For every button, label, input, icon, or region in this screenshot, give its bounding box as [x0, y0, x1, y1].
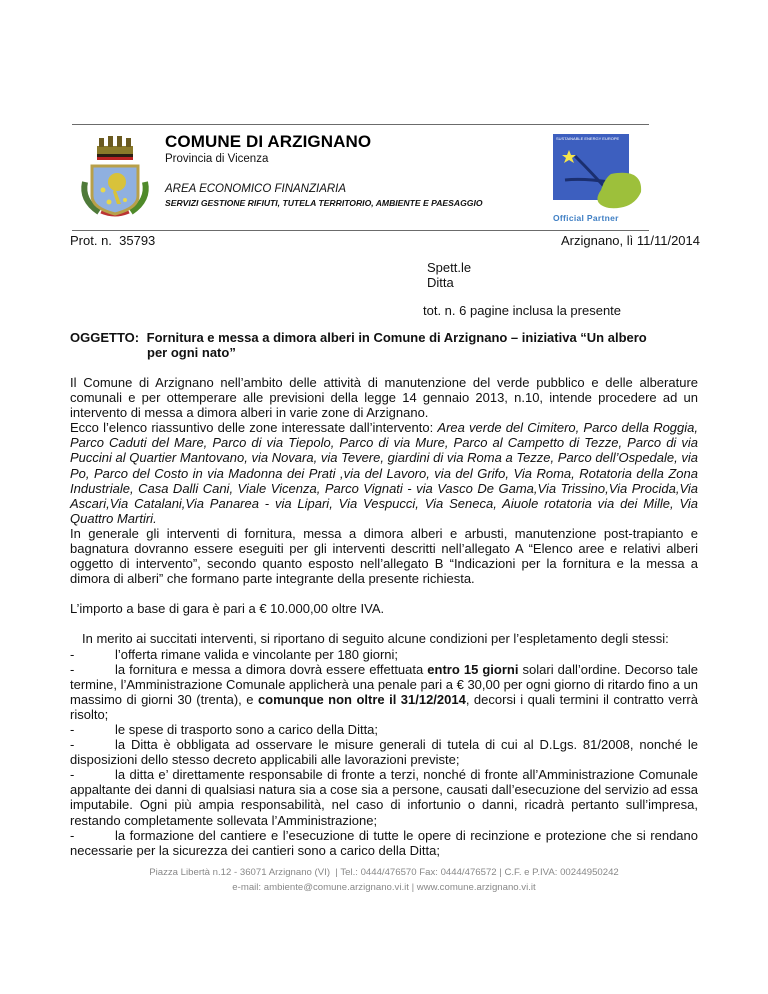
condition-item: - la Ditta è obbligata ad osservare le misure generali di tutela di cui al D.Lgs. 81/2008, nonché le disposizioni dello stesso decreto applicabili alle lavorazioni previste;	[70, 737, 698, 768]
official-partner-caption: Official Partner	[553, 213, 619, 223]
recipient-name: Ditta	[427, 275, 454, 290]
general-paragraph: In generale gli interventi di fornitura, messa a dimora alberi e arbusti, manutenzione post-trapianto e bagnatura dovranno essere eseguiti per gli interventi descritti nell’allegato A “Elenco aree e relativi alberi oggetto di intervento”, secondo quanto esposto nell’allegato B “Indicazioni per la fornitura e la messa a dimora di alberi” che formano parte integrante della presente richiesta.	[70, 525, 698, 587]
province-label: Provincia di Vicenza	[165, 153, 269, 165]
zones-list: Area verde del Cimitero, Parco della Roggia, Parco Caduti del Mare, Parco di via Tiepolo, Parco di via Mure, Parco al Campetto di Tezze, Parco di via Puccini al Quartier Mantovano, via Novara, via Tevere, giardini di via Roma a Tezze, Parco dell’Ospedale, via Po, Parco del Costo in via Madonna dei Prati ,via del Lavoro, via del Grifo, Via Roma, Rotatoria della Zona Industriale, Casa Dalli Cani, Viale Vicenza, Parco Vignati - via Vasco De Gama,Via Trissino,Via Procida,Via Ascari,Via Catalani,Via Panarea - via Lipari, Via Vespucci, Via Seneca, Aiuole rotatoria via dei Mille, Via Quattro Martiri.	[70, 420, 698, 526]
condition-item: - l’offerta rimane valida e vincolante per 180 giorni;	[70, 646, 399, 662]
header-bottom-rule	[72, 230, 649, 231]
coat-of-arms-icon	[75, 130, 155, 220]
page-count: tot. n. 6 pagine inclusa la presente	[423, 303, 622, 318]
zones-paragraph	[70, 420, 698, 526]
subject-block	[70, 330, 700, 360]
subject-label: OGGETTO:	[70, 330, 140, 345]
recipient-salutation: Spett.le	[427, 260, 472, 275]
footer-address: Piazza Libertà n.12 - 36071 Arzignano (VI) | Tel.: 0444/476570 Fax: 0444/476572 | C.F. e P.IVA: 00244950242	[149, 867, 619, 878]
condition-item: - la fornitura e messa a dimora dovrà essere effettuata entro 15 giorni solari dall’ordine. Decorso tale termine, l’Amministrazione Comunale applicherà una penale pari a € 30,00 per ogni giorno di ritardo fino a un massimo di giorni 30 (trenta), e comunque non oltre il 31/12/2014, decorsi i quali termini il contratto verrà risolto;	[70, 661, 699, 722]
condition-item: - le spese di trasporto sono a carico della Ditta;	[70, 721, 379, 737]
department-area: AREA ECONOMICO FINANZIARIA	[165, 183, 347, 195]
condition-item: - la ditta e’ direttamente responsabile di fronte a terzi, nonché di fronte all’Amministrazione Comunale appaltante dei danni di qualsiasi natura sia a cose sia a persone, causati dall’esecuzione del servizio ad essa imputabile. Ogni più ampia responsabilità, nel caso di infortunio o danni, ricadrà pertanto sull’impresa, restando completamente sollevata l’Amministrazione;	[70, 767, 699, 828]
letter-body	[70, 375, 698, 858]
svg-text:SUSTAINABLE ENERGY EUROPE: SUSTAINABLE ENERGY EUROPE	[556, 136, 620, 141]
subject-line-2: per ogni nato”	[147, 345, 236, 360]
zones-lead: Ecco l’elenco riassuntivo delle zone interessate dall’intervento:	[70, 420, 438, 436]
amount-paragraph: L’importo a base di gara è pari a € 10.000,00 oltre IVA.	[70, 601, 385, 617]
municipality-title: COMUNE DI ARZIGNANO	[165, 132, 372, 151]
department-services: SERVIZI GESTIONE RIFIUTI, TUTELA TERRITORIO, AMBIENTE E PAESAGGIO	[165, 198, 483, 208]
conditions-intro: In merito ai succitati interventi, si riportano di seguito alcune condizioni per l’espletamento degli stessi:	[82, 631, 669, 647]
footer	[0, 866, 768, 895]
condition-item: - la formazione del cantiere e l’esecuzione di tutte le opere di recinzione e protezione che si rendano necessarie per la sicurezza dei cantieri sono a carico della Ditta;	[70, 827, 698, 858]
footer-contacts: e-mail: ambiente@comune.arzignano.vi.it | www.comune.arzignano.vi.it	[232, 881, 536, 893]
sustainable-energy-europe-logo	[553, 134, 643, 210]
subject-line-1: Fornitura e messa a dimora alberi in Comune di Arzignano – iniziativa “Un albero	[146, 330, 647, 345]
header-top-rule	[72, 124, 649, 125]
place-date: Arzignano, lì 11/11/2014	[560, 233, 700, 248]
intro-paragraph: Il Comune di Arzignano nell’ambito delle attività di manutenzione del verde pubblico e delle alberature comunali e per ottemperare alle previsioni della legge 14 gennaio 2013, n.10, intende procedere ad un intervento di messa a dimora alberi in varie zone di Arzignano.	[70, 375, 698, 421]
protocol-number: Prot. n. 35793	[70, 233, 156, 248]
